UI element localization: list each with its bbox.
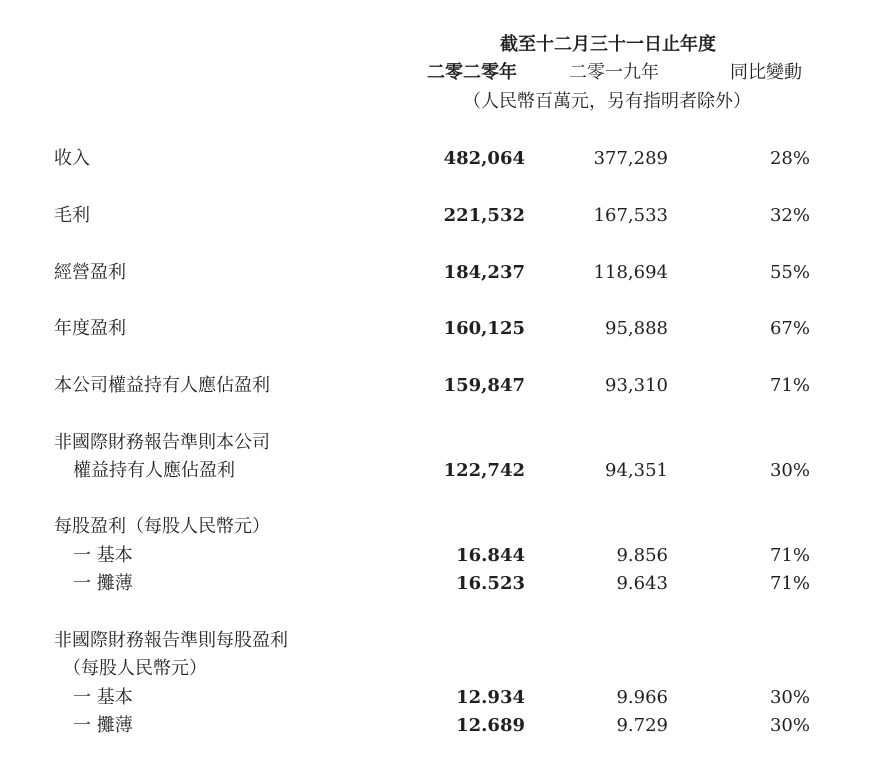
profit-for-year-2020: 160,125 bbox=[443, 318, 525, 339]
gross-profit-2019: 167,533 bbox=[593, 205, 668, 226]
row-label-non-ifrs-line1: 非國際財務報告準則本公司 bbox=[54, 432, 270, 453]
eps-basic-2020: 16.844 bbox=[456, 545, 525, 566]
profit-attributable-change: 71% bbox=[769, 375, 810, 396]
non-ifrs-eps-title-line2: （每股人民幣元） bbox=[63, 658, 207, 679]
operating-profit-2020: 184,237 bbox=[443, 262, 525, 283]
non-ifrs-eps-basic-label: 一 基本 bbox=[73, 687, 133, 708]
column-header-change: 同比變動 bbox=[730, 62, 802, 83]
eps-title: 每股盈利（每股人民幣元） bbox=[54, 516, 270, 537]
non-ifrs-eps-basic-change: 30% bbox=[769, 687, 810, 708]
non-ifrs-eps-basic-2019: 9.966 bbox=[616, 687, 668, 708]
gross-profit-2020: 221,532 bbox=[443, 205, 525, 226]
row-label-profit-for-year: 年度盈利 bbox=[54, 318, 126, 339]
non-ifrs-eps-diluted-2020: 12.689 bbox=[456, 715, 525, 736]
operating-profit-change: 55% bbox=[769, 262, 810, 283]
non-ifrs-eps-diluted-label: 一 攤薄 bbox=[73, 715, 133, 736]
non-ifrs-profit-2019: 94,351 bbox=[605, 460, 668, 481]
eps-diluted-change: 71% bbox=[769, 573, 810, 594]
non-ifrs-eps-diluted-change: 30% bbox=[769, 715, 810, 736]
non-ifrs-eps-diluted-2019: 9.729 bbox=[616, 715, 668, 736]
column-header-2020: 二零二零年 bbox=[427, 62, 517, 83]
row-label-gross-profit: 毛利 bbox=[54, 205, 90, 226]
profit-attributable-2019: 93,310 bbox=[605, 375, 668, 396]
revenue-change: 28% bbox=[769, 148, 810, 169]
revenue-2020: 482,064 bbox=[443, 148, 525, 169]
non-ifrs-eps-basic-2020: 12.934 bbox=[456, 687, 525, 708]
eps-diluted-label: 一 攤薄 bbox=[73, 573, 133, 594]
eps-basic-label: 一 基本 bbox=[73, 545, 133, 566]
eps-basic-change: 71% bbox=[769, 545, 810, 566]
profit-for-year-change: 67% bbox=[769, 318, 810, 339]
row-label-revenue: 收入 bbox=[54, 148, 90, 169]
eps-diluted-2020: 16.523 bbox=[456, 573, 525, 594]
unit-note: （人民幣百萬元，另有指明者除外） bbox=[463, 91, 751, 112]
profit-for-year-2019: 95,888 bbox=[605, 318, 668, 339]
row-label-operating-profit: 經營盈利 bbox=[54, 262, 126, 283]
profit-attributable-2020: 159,847 bbox=[443, 375, 525, 396]
row-label-non-ifrs-line2: 權益持有人應佔盈利 bbox=[73, 460, 235, 481]
eps-basic-2019: 9.856 bbox=[616, 545, 668, 566]
eps-diluted-2019: 9.643 bbox=[616, 573, 668, 594]
non-ifrs-profit-2020: 122,742 bbox=[443, 460, 525, 481]
column-header-2019: 二零一九年 bbox=[569, 62, 659, 83]
gross-profit-change: 32% bbox=[769, 205, 810, 226]
revenue-2019: 377,289 bbox=[593, 148, 668, 169]
period-header: 截至十二月三十一日止年度 bbox=[500, 34, 716, 55]
row-label-profit-attributable: 本公司權益持有人應佔盈利 bbox=[54, 375, 270, 396]
non-ifrs-profit-change: 30% bbox=[769, 460, 810, 481]
operating-profit-2019: 118,694 bbox=[593, 262, 668, 283]
non-ifrs-eps-title-line1: 非國際財務報告準則每股盈利 bbox=[54, 630, 288, 651]
